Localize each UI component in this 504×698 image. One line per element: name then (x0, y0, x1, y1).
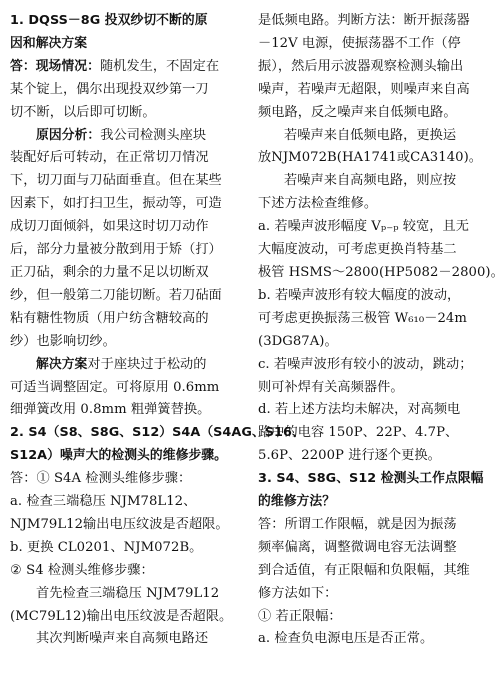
text-line (10, 285, 248, 308)
text-line (10, 262, 248, 285)
line-text: 对于座块过于松动的 (87, 356, 207, 372)
text-line (258, 216, 492, 239)
line-text: 可适当调整固定。可将原用 0.6mm (10, 379, 220, 395)
text-line (258, 10, 492, 33)
lead-phrase: 解决方案 (36, 356, 88, 372)
text-line (10, 193, 248, 216)
line-text: a. 检查负电源电压是否正常。 (258, 631, 434, 647)
text-line (258, 193, 492, 216)
text-line (258, 445, 492, 468)
text-line (10, 79, 248, 102)
line-text: b. 若噪声波形有较大幅度的波动， (258, 287, 461, 303)
text-line (10, 560, 248, 583)
line-text: 频率偏离，调整微调电容无法调整 (258, 539, 457, 555)
text-line (10, 606, 248, 629)
line-text: 若噪声来自低频电路，更换运 (284, 127, 457, 143)
text-line (10, 56, 248, 79)
line-text: ① 若正限幅： (258, 608, 342, 624)
text-line (258, 331, 492, 354)
text-line (258, 377, 492, 400)
line-text: 其次判断噪声来自高频电路还 (36, 631, 209, 647)
text-line (258, 422, 492, 445)
line-text: 2. S4（S8、S8G、S12）S4A（S4AG、S16、 (10, 425, 305, 441)
section-heading-line (10, 445, 248, 468)
text-line (258, 102, 492, 125)
line-text: 纱，但一般第二刀能切断。若刀砧面 (10, 287, 222, 303)
line-text: 首先检查三端稳压 NJM79L12 (36, 585, 220, 601)
line-text: 我公司检测头座块 (100, 127, 207, 143)
line-text: 答：① S4A 检测头维修步骤： (10, 471, 192, 487)
line-text: 细弹簧改用 0.8mm 粗弹簧替换。 (10, 402, 211, 418)
text-line (10, 377, 248, 400)
section-heading-line (10, 33, 248, 56)
line-text: 因素下，如打扫卫生，振动等，可造 (10, 196, 222, 212)
line-text: 3. S4、S8G、S12 检测头工作点限幅 (258, 471, 484, 487)
line-text: 是低频电路。判断方法：断开振荡器 (258, 13, 470, 28)
text-line (10, 308, 248, 331)
line-text: 放NJM072B(HA1741或CA3140)。 (258, 150, 483, 166)
text-line (258, 514, 492, 537)
line-text: a. 检查三端稳压 NJM78L12、 (10, 494, 197, 510)
text-line (10, 491, 248, 514)
line-text: 随机发生，不固定在 (99, 58, 220, 74)
text-line (258, 537, 492, 560)
text-line (10, 537, 248, 560)
line-text: d. 若上述方法均未解决，对高频电 (258, 402, 461, 418)
line-text: 装配好后可转动，在正常切刀情况 (10, 150, 209, 166)
line-text: 路中的电容 150P、22P、4.7P、 (258, 425, 459, 441)
line-text: 粘有糖性物质（用户纺含糖较高的 (10, 310, 209, 326)
text-line (10, 354, 248, 377)
text-line (258, 285, 492, 308)
line-text: 后，部分力量被分散到用于矫（打） (10, 242, 222, 258)
text-line (258, 583, 492, 606)
line-text: a. 若噪声波形幅度 Vₚ₋ₚ 较宽，且无 (258, 219, 469, 235)
text-line (10, 331, 248, 354)
text-line (258, 170, 492, 193)
line-text: 5.6P、2200P 进行逐个更换。 (258, 448, 441, 464)
lead-phrase: 答：现场情况： (10, 58, 100, 74)
text-line (258, 147, 492, 170)
text-line (10, 468, 248, 491)
section-heading-line (258, 491, 492, 514)
line-text: 到合适值，有正限幅和负限幅，其维 (258, 562, 470, 578)
line-text: 某个锭上，偶尔出现投双纱第一刀 (10, 81, 209, 97)
text-line (10, 583, 248, 606)
line-text: ② S4 检测头维修步骤： (10, 562, 154, 578)
line-text: 下述方法检查维修。 (258, 196, 378, 212)
text-line (258, 125, 492, 148)
text-line (258, 33, 492, 56)
text-line (258, 56, 492, 79)
section-heading-line (258, 468, 492, 491)
line-text: c. 若噪声波形有较小的波动，跳动； (258, 356, 473, 372)
text-line (258, 239, 492, 262)
text-line (10, 125, 248, 148)
text-line (258, 308, 492, 331)
text-line (10, 170, 248, 193)
line-text: 切不断，以后即可切断。 (10, 104, 156, 120)
line-text: 噪声，若噪声无超限，则噪声来自高 (258, 81, 470, 97)
text-line (258, 262, 504, 285)
text-line (258, 628, 492, 651)
text-line (10, 628, 248, 651)
text-line (10, 147, 248, 170)
line-text: 的维修方法？ (258, 494, 336, 510)
text-line (258, 354, 492, 377)
section-heading-line (10, 10, 248, 33)
text-line (10, 102, 248, 125)
line-text: 振），然后用示波器观察检测头输出 (258, 58, 464, 74)
lead-phrase: 原因分析： (36, 127, 101, 143)
line-text: 可考虑更换振荡三极管 W₆₁₀－24m (258, 310, 467, 326)
line-text: 下，切刀面与刀砧面垂直。但在某些 (10, 173, 222, 189)
text-line (10, 514, 248, 537)
line-text: 大幅度波动，可考虑更换肖特基二 (258, 242, 457, 258)
right-column (258, 10, 504, 651)
line-text: 若噪声来自高频电路，则应按 (284, 173, 457, 189)
text-line (258, 560, 492, 583)
section-heading-line (10, 422, 305, 445)
text-line (10, 216, 248, 239)
line-text: 正刀砧，剩余的力量不足以切断双 (10, 264, 209, 280)
text-line (258, 399, 492, 422)
line-text: 极管 HSMS～2800(HP5082－2800)。 (258, 264, 504, 280)
line-text: 成切刀面倾斜，如果这时切刀动作 (10, 219, 209, 235)
text-line (10, 399, 248, 422)
line-text: 纱）也影响切纱。 (10, 333, 116, 349)
line-text: 则可补焊有关高频器件。 (258, 379, 404, 395)
line-text: (MC79L12)输出电压纹波是否超限。 (10, 608, 233, 624)
line-text: (3DG87A)。 (258, 333, 338, 349)
line-text: 因和解决方案 (10, 35, 88, 51)
text-line (258, 606, 492, 629)
line-text: b. 更换 CL0201、NJM072B。 (10, 539, 203, 555)
line-text: 1. DQSS－8G 投双纱切不断的原 (10, 13, 208, 28)
line-text: －12V 电源，使振荡器不工作（停 (258, 35, 461, 51)
text-line (10, 239, 248, 262)
line-text: 修方法如下： (258, 585, 338, 601)
line-text: NJM79L12输出电压纹波是否超限。 (10, 516, 229, 532)
text-line (258, 79, 492, 102)
line-text: 频电路，反之噪声来自低频电路。 (258, 104, 457, 120)
line-text: S12A）噪声大的检测头的维修步骤。 (10, 448, 227, 464)
line-text: 答：所谓工作限幅，就是因为振荡 (258, 516, 457, 532)
